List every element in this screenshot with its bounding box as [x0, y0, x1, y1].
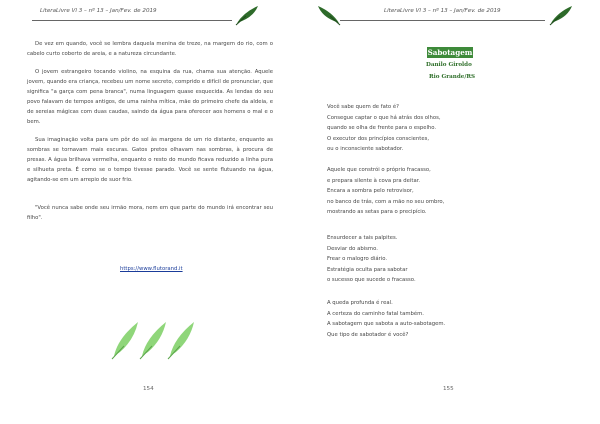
page-number: 155 — [443, 386, 454, 392]
poem-line: Estratégia oculta para sabotar — [327, 266, 408, 273]
poem-line: Aquele que constrói o próprio fracasso, — [327, 167, 431, 173]
feather-icon — [140, 322, 166, 359]
poem-stanza — [327, 102, 441, 155]
poem-title: Sabotagem — [427, 48, 473, 57]
author-name: Danilo Giroldo — [426, 62, 472, 68]
paragraph-3: Sua imaginação volta para um pôr do sol às margens de um rio distante, enquanto as sombras se tornavam mais escuras. Gatos pretos olhavam nas sombras, à procura de presas. A água brilhava vermelha, enquanto o resto do mundo ficava reduzido a linha pura e silhueta preta. É como se o tempo tivesse parado. Você se sente flutuando na água, agitando-se em um arrepio de suor frio. — [27, 137, 273, 183]
poem-stanza — [327, 298, 445, 340]
feather-icon — [548, 4, 574, 26]
poem-line: mostrando as setas para o precipício. — [327, 209, 427, 215]
page-number: 154 — [143, 386, 154, 392]
right-header: LiteraLivre Vl 3 – nº 13 – Jan/Fev. de 2019 — [384, 8, 501, 14]
poem-line: e prepara silente à cova pra deitar. — [327, 177, 421, 184]
poem-line: Encara a sombra pelo retrovisor, — [327, 188, 414, 194]
left-header: LiteraLivre Vl 3 – nº 13 – Jan/Fev. de 2019 — [40, 8, 157, 14]
poem-line: Ensurdecer a tais palpites. — [327, 235, 398, 241]
poem-line: Frear o malogro diário. — [327, 256, 388, 262]
poem-stanza — [327, 233, 416, 286]
paragraph-1: De vez em quando, você se lembra daquela menina de treze, na margem do rio, com o cabelo curto coberto de areia, e a natureza circundante. — [27, 41, 273, 57]
poem-line: O executor dos princípios conscientes, — [327, 135, 430, 142]
poem-line: A queda profunda é real. — [327, 300, 393, 306]
poem-line: A sabotagem que sabota a auto-sabotagem. — [327, 321, 446, 327]
feathers-decoration — [108, 316, 200, 360]
paragraph-2: O jovem estrangeiro tocando violino, na esquina da rua, chama sua atenção. Aquele jovem, quando era criança, recebeu um nome secreto, comprido e difícil de pronunciar, que significa "a garça com pena branca", numa linguagem quase esquecida. As lendas do seu povo falavam de tempos antigos, de uma rainha mítica, mãe do primeiro chefe da aldeia, e de sereias mágicas com duas caudas, saindo da água para oferecer aos homens o mal e o bem. — [27, 69, 273, 125]
poem-line: ou o inconsciente sabotador. — [327, 146, 404, 152]
feather-icon — [316, 4, 342, 26]
feather-icon — [234, 4, 260, 26]
feather-icon — [112, 322, 138, 359]
author-location: Rio Grande/RS — [429, 74, 476, 80]
website-link[interactable]: https://www.flutorand.it — [120, 266, 183, 272]
poem-line: Desviar do abismo. — [327, 245, 378, 252]
poem-line: o sucesso que sucede o fracasso. — [327, 277, 416, 283]
poem-line: Você sabe quem de fato é? — [327, 104, 399, 110]
poem-line: quando se olha de frente para o espelho. — [327, 125, 437, 131]
paragraph-4: "Você nunca sabe onde seu irmão mora, nem em que parte do mundo irá encontrar seu filho". — [27, 205, 273, 221]
left-header-rule — [32, 20, 232, 21]
poem-line: Que tipo de sabotador é você? — [327, 331, 409, 338]
poem-line: no banco de trás, com a mão no seu ombro, — [327, 198, 445, 205]
poem-stanza — [327, 165, 444, 218]
feather-icon — [168, 322, 194, 359]
right-header-rule — [340, 20, 545, 21]
poem-line: A certeza do caminho fatal também. — [327, 310, 424, 317]
poem-line: Consegue captar o que há atrás dos olhos, — [327, 114, 441, 121]
